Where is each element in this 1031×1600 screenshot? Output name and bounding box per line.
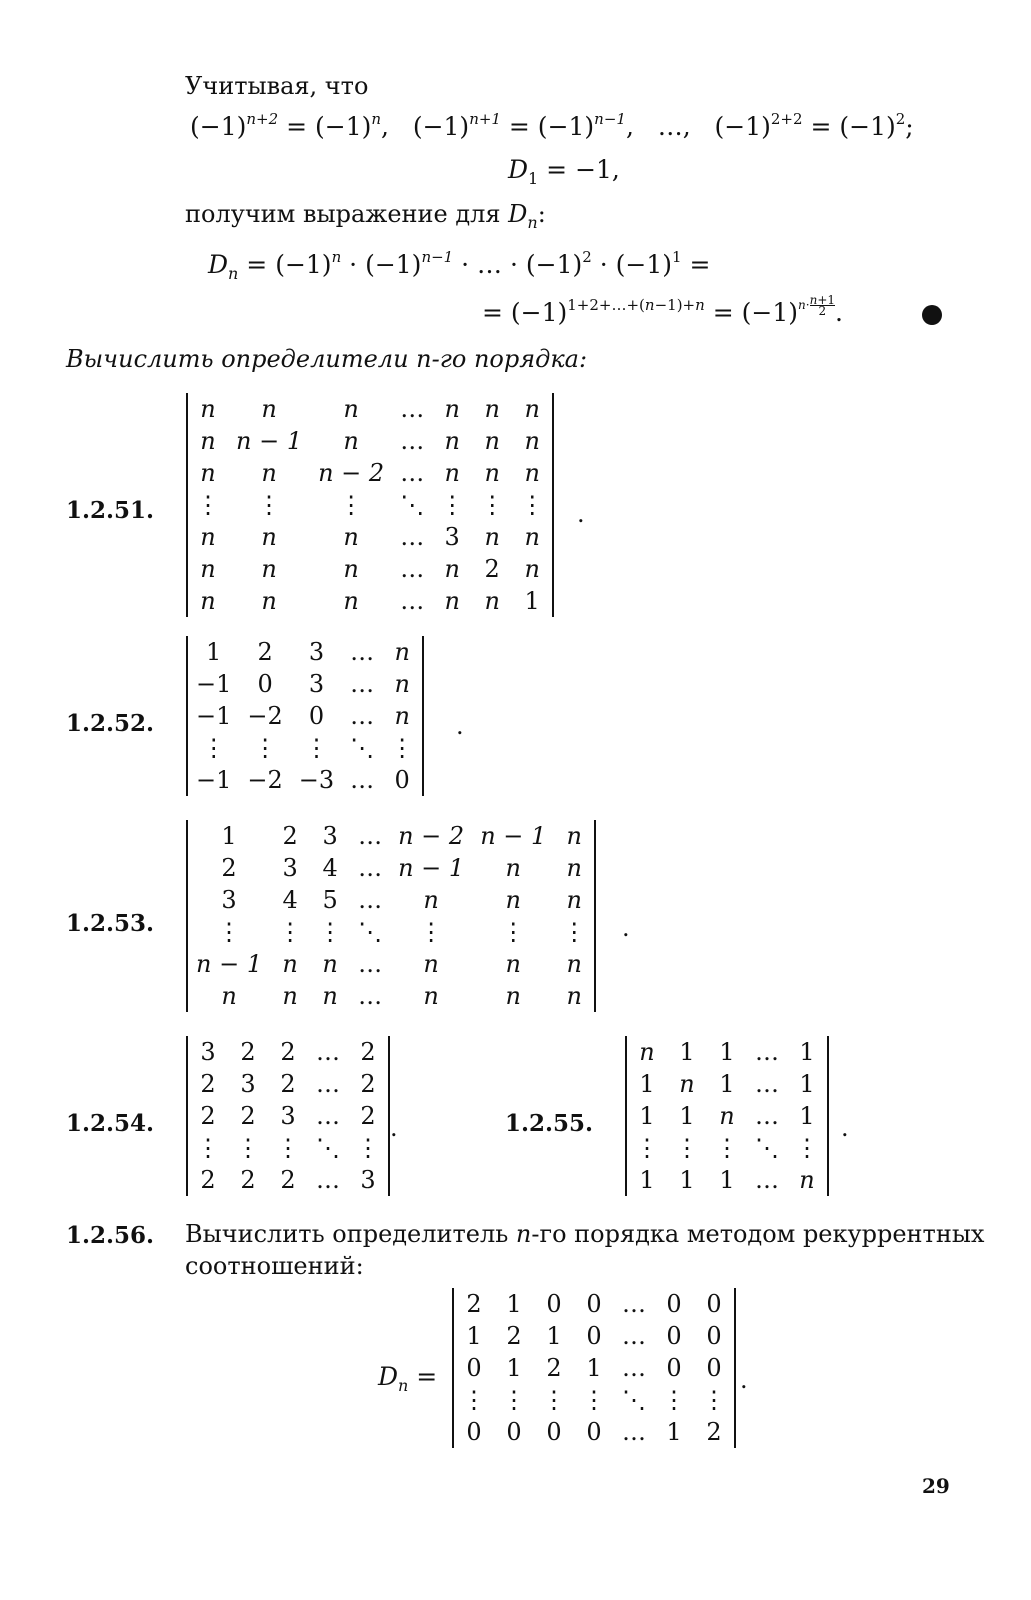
matrix-row (627, 1068, 827, 1100)
matrix-cell: n (444, 427, 460, 455)
period: . (622, 914, 630, 942)
matrix-cell: 2 (484, 555, 500, 583)
dn-line1: $D_n = (-1)^n \cdot (-1)^{n-1}$ · … · $(-1)^2 \cdot (-1)^1$ = (208, 248, 711, 283)
matrix-cell: ⋮ (253, 734, 278, 762)
problem-label-1-2-55: 1.2.55. (505, 1110, 594, 1137)
matrix-cell: ⋮ (304, 734, 329, 762)
matrix-cell: 3 (221, 886, 237, 914)
matrix-row (188, 700, 422, 732)
matrix-cell: ⋮ (502, 1386, 526, 1414)
matrix-cell: 2 (506, 1322, 522, 1350)
matrix-row (188, 948, 594, 980)
intro-equation-line2: $D_1 = -1$, (508, 155, 620, 188)
matrix-cell: n (322, 982, 338, 1010)
matrix-cell: … (622, 1354, 646, 1382)
determinant-1-2-52 (186, 636, 424, 796)
matrix-cell: ⋮ (390, 734, 415, 762)
matrix-cell: 3 (308, 670, 325, 698)
matrix-cell: 1 (719, 1038, 735, 1066)
matrix-cell: n (423, 982, 439, 1010)
matrix-cell: 2 (200, 1102, 216, 1130)
determinant-1-2-54 (186, 1036, 390, 1196)
problem-1-2-56-text-line2: соотношений: (185, 1252, 364, 1280)
matrix-cell: n − 1 (196, 950, 263, 978)
matrix-cell: n (444, 587, 460, 615)
matrix-cell: n (505, 950, 521, 978)
matrix-row (188, 1164, 388, 1196)
matrix-cell: n (566, 822, 583, 850)
matrix-cell: n (484, 523, 500, 551)
period: . (456, 712, 464, 740)
matrix-cell: 2 (221, 854, 237, 882)
period: . (841, 1114, 849, 1142)
matrix-cell: ⋱ (622, 1386, 646, 1414)
matrix-cell: 1 (679, 1102, 695, 1130)
matrix-row (188, 852, 594, 884)
matrix-cell: 2 (240, 1102, 256, 1130)
matrix-cell: ⋮ (201, 734, 226, 762)
matrix-cell: 3 (308, 638, 325, 666)
matrix-cell: 0 (506, 1418, 522, 1446)
matrix-cell: n (200, 427, 216, 455)
matrix-cell: n − 2 (398, 822, 465, 850)
matrix-cell: 2 (280, 1166, 296, 1194)
matrix-cell: −2 (247, 702, 283, 730)
matrix-cell: 0 (546, 1418, 562, 1446)
section-heading: Вычислить определители n-го порядка: (66, 345, 588, 373)
matrix-row (188, 884, 594, 916)
intro-equation-line1: $(-1)^{n+2} = (-1)^n$, $(-1)^{n+1} = (-1)^{n-1}$, …, $(-1)^{2+2} = (-1)^2$; (190, 110, 914, 141)
matrix-cell: ⋮ (339, 491, 364, 519)
matrix-cell: ⋮ (501, 918, 526, 946)
matrix-cell: 0 (706, 1290, 722, 1318)
matrix-row (627, 1036, 827, 1068)
matrix-cell: 1 (586, 1354, 602, 1382)
matrix-cell: ⋮ (462, 1386, 486, 1414)
matrix-cell: 1 (466, 1322, 482, 1350)
matrix-row (188, 1132, 388, 1164)
matrix-cell: n (343, 523, 359, 551)
matrix-cell: n (524, 523, 540, 551)
matrix-cell: … (755, 1070, 779, 1098)
period: . (390, 1114, 398, 1142)
matrix-cell: n (261, 587, 277, 615)
matrix-cell: 1 (546, 1322, 562, 1350)
matrix-cell: … (622, 1322, 646, 1350)
matrix-cell: ⋮ (440, 491, 465, 519)
matrix-cell: n (394, 638, 410, 666)
matrix-cell: n (261, 523, 277, 551)
matrix-cell: ⋮ (318, 918, 343, 946)
matrix-cell: n (566, 982, 583, 1010)
matrix-row (188, 521, 552, 553)
matrix-cell: n (484, 459, 500, 487)
matrix-cell: 0 (257, 670, 273, 698)
matrix-cell: … (350, 766, 375, 794)
matrix-cell: ⋮ (257, 491, 282, 519)
matrix-cell: 2 (200, 1166, 216, 1194)
matrix-cell: n (394, 670, 410, 698)
matrix-row (188, 489, 552, 521)
matrix-cell: … (400, 555, 425, 583)
matrix-cell: n − 1 (398, 854, 465, 882)
matrix-cell: 3 (360, 1166, 376, 1194)
matrix-cell: n (444, 395, 460, 423)
matrix-cell: 3 (240, 1070, 256, 1098)
matrix-cell: n (524, 459, 540, 487)
matrix-cell: 2 (360, 1070, 376, 1098)
matrix-cell: ⋮ (278, 918, 303, 946)
matrix-cell: 5 (322, 886, 338, 914)
matrix-cell: ⋮ (702, 1386, 726, 1414)
matrix-cell: 0 (394, 766, 410, 794)
intro-considering: Учитывая, что (185, 72, 369, 100)
matrix-cell: ⋮ (236, 1134, 260, 1162)
matrix-cell: ⋮ (562, 918, 587, 946)
problem-label-1-2-56: 1.2.56. (66, 1222, 155, 1249)
determinant-1-2-51 (186, 393, 554, 617)
matrix-cell: … (316, 1070, 340, 1098)
matrix-cell: 2 (257, 638, 273, 666)
matrix-cell: 0 (586, 1322, 602, 1350)
matrix-cell: … (400, 459, 425, 487)
matrix-cell: ⋮ (520, 491, 545, 519)
matrix-cell: 0 (546, 1290, 562, 1318)
matrix-cell: n (261, 459, 277, 487)
matrix-cell: ⋱ (350, 734, 375, 762)
matrix-cell: … (358, 982, 383, 1010)
matrix-cell: ⋮ (582, 1386, 606, 1414)
matrix-cell: ⋮ (635, 1134, 659, 1162)
matrix-cell: n − 2 (318, 459, 385, 487)
matrix-row (188, 553, 552, 585)
matrix-cell: … (622, 1418, 646, 1446)
matrix-cell: … (400, 427, 425, 455)
matrix-cell: n (261, 395, 277, 423)
matrix-cell: 1 (206, 638, 222, 666)
matrix-cell: 2 (466, 1290, 482, 1318)
matrix-cell: n (343, 587, 359, 615)
matrix-cell: 1 (719, 1070, 735, 1098)
matrix-cell: n − 1 (236, 427, 303, 455)
matrix-cell: … (755, 1166, 779, 1194)
matrix-row (188, 1036, 388, 1068)
matrix-cell: … (316, 1038, 340, 1066)
matrix-cell: −3 (298, 766, 335, 794)
matrix-cell: n (261, 555, 277, 583)
matrix-cell: 3 (200, 1038, 216, 1066)
matrix-cell: … (358, 854, 383, 882)
matrix-cell: 0 (586, 1418, 602, 1446)
matrix-cell: ⋮ (675, 1134, 699, 1162)
matrix-row (188, 916, 594, 948)
problem-label-1-2-52: 1.2.52. (66, 710, 155, 737)
matrix-cell: 2 (280, 1070, 296, 1098)
matrix-cell: n (505, 886, 521, 914)
matrix-cell: n − 1 (480, 822, 547, 850)
matrix-cell: 1 (639, 1070, 655, 1098)
matrix-row (188, 1100, 388, 1132)
matrix-cell: … (350, 638, 375, 666)
matrix-cell: 0 (586, 1290, 602, 1318)
matrix-cell: 1 (639, 1102, 655, 1130)
matrix-cell: −1 (196, 766, 232, 794)
matrix-cell: 1 (666, 1418, 682, 1446)
matrix-cell: n (200, 555, 216, 583)
matrix-cell: n (524, 427, 540, 455)
matrix-cell: 1 (679, 1038, 695, 1066)
matrix-cell: … (358, 886, 383, 914)
matrix-cell: n (505, 982, 521, 1010)
period: . (740, 1366, 748, 1394)
matrix-cell: ⋮ (217, 918, 242, 946)
matrix-row (188, 425, 552, 457)
matrix-cell: 4 (322, 854, 338, 882)
matrix-cell: 0 (666, 1290, 682, 1318)
matrix-cell: … (316, 1166, 340, 1194)
matrix-row (454, 1352, 734, 1384)
matrix-cell: n (679, 1070, 695, 1098)
matrix-cell: ⋮ (356, 1134, 380, 1162)
matrix-cell: n (799, 1166, 815, 1194)
page-number: 29 (922, 1474, 950, 1498)
matrix-cell: 3 (280, 1102, 296, 1130)
matrix-row (454, 1320, 734, 1352)
matrix-cell: 0 (308, 702, 325, 730)
matrix-cell: ⋮ (795, 1134, 819, 1162)
matrix-cell: 2 (546, 1354, 562, 1382)
matrix-cell: n (444, 555, 460, 583)
matrix-cell: … (622, 1290, 646, 1318)
matrix-cell: ⋮ (276, 1134, 300, 1162)
matrix-cell: n (423, 886, 439, 914)
matrix-cell: 2 (360, 1102, 376, 1130)
matrix-cell: 3 (444, 523, 460, 551)
matrix-cell: … (358, 950, 383, 978)
matrix-cell: 1 (719, 1166, 735, 1194)
matrix-cell: ⋮ (480, 491, 505, 519)
matrix-cell: … (400, 395, 425, 423)
matrix-row (454, 1416, 734, 1448)
matrix-row (188, 764, 422, 796)
matrix-cell: n (343, 555, 359, 583)
problem-label-1-2-53: 1.2.53. (66, 910, 155, 937)
matrix-cell: 0 (666, 1322, 682, 1350)
matrix-cell: n (200, 395, 216, 423)
matrix-cell: n (423, 950, 439, 978)
matrix-cell: ⋮ (419, 918, 444, 946)
matrix-cell: ⋮ (196, 491, 220, 519)
problem-1-2-56-text-line1: Вычислить определитель n-го порядка методом рекуррентных (185, 1220, 985, 1248)
matrix-cell: n (484, 587, 500, 615)
intro-obtain: получим выражение для $D_n$: (185, 200, 546, 232)
matrix-row (188, 980, 594, 1012)
matrix-cell: ⋱ (316, 1134, 340, 1162)
matrix-row (627, 1132, 827, 1164)
matrix-cell: n (343, 395, 359, 423)
matrix-cell: 3 (322, 822, 338, 850)
matrix-cell: 4 (282, 886, 298, 914)
matrix-cell: … (350, 702, 375, 730)
matrix-cell: 1 (221, 822, 237, 850)
matrix-cell: 1 (639, 1166, 655, 1194)
determinant-1-2-53 (186, 820, 596, 1012)
matrix-cell: … (755, 1102, 779, 1130)
matrix-cell: ⋮ (542, 1386, 566, 1414)
matrix-cell: 1 (524, 587, 540, 615)
matrix-cell: n (200, 587, 216, 615)
matrix-cell: n (484, 395, 500, 423)
matrix-row (454, 1384, 734, 1416)
matrix-cell: … (358, 822, 383, 850)
matrix-cell: n (444, 459, 460, 487)
matrix-cell: … (316, 1102, 340, 1130)
period: . (577, 500, 585, 528)
matrix-cell: 1 (799, 1102, 815, 1130)
matrix-cell: n (484, 427, 500, 455)
matrix-cell: ⋱ (755, 1134, 779, 1162)
determinant-1-2-56 (452, 1288, 736, 1448)
end-of-proof-bullet-icon (922, 305, 942, 325)
matrix-cell: n (719, 1102, 735, 1130)
determinant-1-2-55 (625, 1036, 829, 1196)
matrix-row (188, 668, 422, 700)
matrix-cell: ⋱ (358, 918, 383, 946)
problem-label-1-2-54: 1.2.54. (66, 1110, 155, 1137)
matrix-cell: n (566, 886, 583, 914)
matrix-cell: 0 (466, 1354, 482, 1382)
matrix-cell: 0 (666, 1354, 682, 1382)
dn-lhs: $D_n$ = (378, 1362, 438, 1395)
matrix-cell: n (200, 523, 216, 551)
problem-label-1-2-51: 1.2.51. (66, 497, 155, 524)
matrix-cell: ⋱ (400, 491, 425, 519)
matrix-cell: 1 (799, 1038, 815, 1066)
matrix-cell: 1 (799, 1070, 815, 1098)
matrix-cell: n (282, 982, 298, 1010)
matrix-row (188, 1068, 388, 1100)
matrix-row (454, 1288, 734, 1320)
matrix-cell: 0 (706, 1322, 722, 1350)
matrix-cell: 2 (282, 822, 298, 850)
matrix-cell: −2 (247, 766, 283, 794)
matrix-cell: 1 (679, 1166, 695, 1194)
matrix-cell: n (221, 982, 237, 1010)
matrix-row (188, 585, 552, 617)
dn-line2: = $(-1)^{1+2+\dots+(n-1)+n} = (-1)^{n\cdot \frac{n+1}{2}}$ . (482, 293, 843, 327)
matrix-cell: … (400, 587, 425, 615)
matrix-cell: 1 (506, 1354, 522, 1382)
matrix-cell: ⋮ (715, 1134, 739, 1162)
matrix-cell: n (322, 950, 338, 978)
matrix-row (627, 1164, 827, 1196)
matrix-cell: … (350, 670, 375, 698)
matrix-cell: n (282, 950, 298, 978)
matrix-row (188, 393, 552, 425)
matrix-cell: … (755, 1038, 779, 1066)
matrix-cell: n (524, 555, 540, 583)
matrix-cell: 2 (240, 1038, 256, 1066)
matrix-cell: ⋮ (662, 1386, 686, 1414)
matrix-cell: ⋮ (196, 1134, 220, 1162)
matrix-cell: n (505, 854, 521, 882)
matrix-row (188, 820, 594, 852)
matrix-cell: n (566, 950, 583, 978)
matrix-row (188, 732, 422, 764)
matrix-cell: n (200, 459, 216, 487)
matrix-cell: 3 (282, 854, 298, 882)
matrix-row (188, 457, 552, 489)
matrix-cell: n (343, 427, 359, 455)
matrix-cell: −1 (196, 702, 232, 730)
matrix-cell: 1 (506, 1290, 522, 1318)
matrix-cell: 2 (360, 1038, 376, 1066)
matrix-cell: … (400, 523, 425, 551)
matrix-cell: 2 (240, 1166, 256, 1194)
matrix-cell: 2 (706, 1418, 722, 1446)
matrix-row (627, 1100, 827, 1132)
matrix-cell: 2 (200, 1070, 216, 1098)
matrix-cell: 2 (280, 1038, 296, 1066)
matrix-cell: n (639, 1038, 655, 1066)
matrix-cell: n (566, 854, 583, 882)
matrix-row (188, 636, 422, 668)
matrix-cell: −1 (196, 670, 232, 698)
matrix-cell: n (524, 395, 540, 423)
matrix-cell: 0 (706, 1354, 722, 1382)
matrix-cell: 0 (466, 1418, 482, 1446)
matrix-cell: n (394, 702, 410, 730)
